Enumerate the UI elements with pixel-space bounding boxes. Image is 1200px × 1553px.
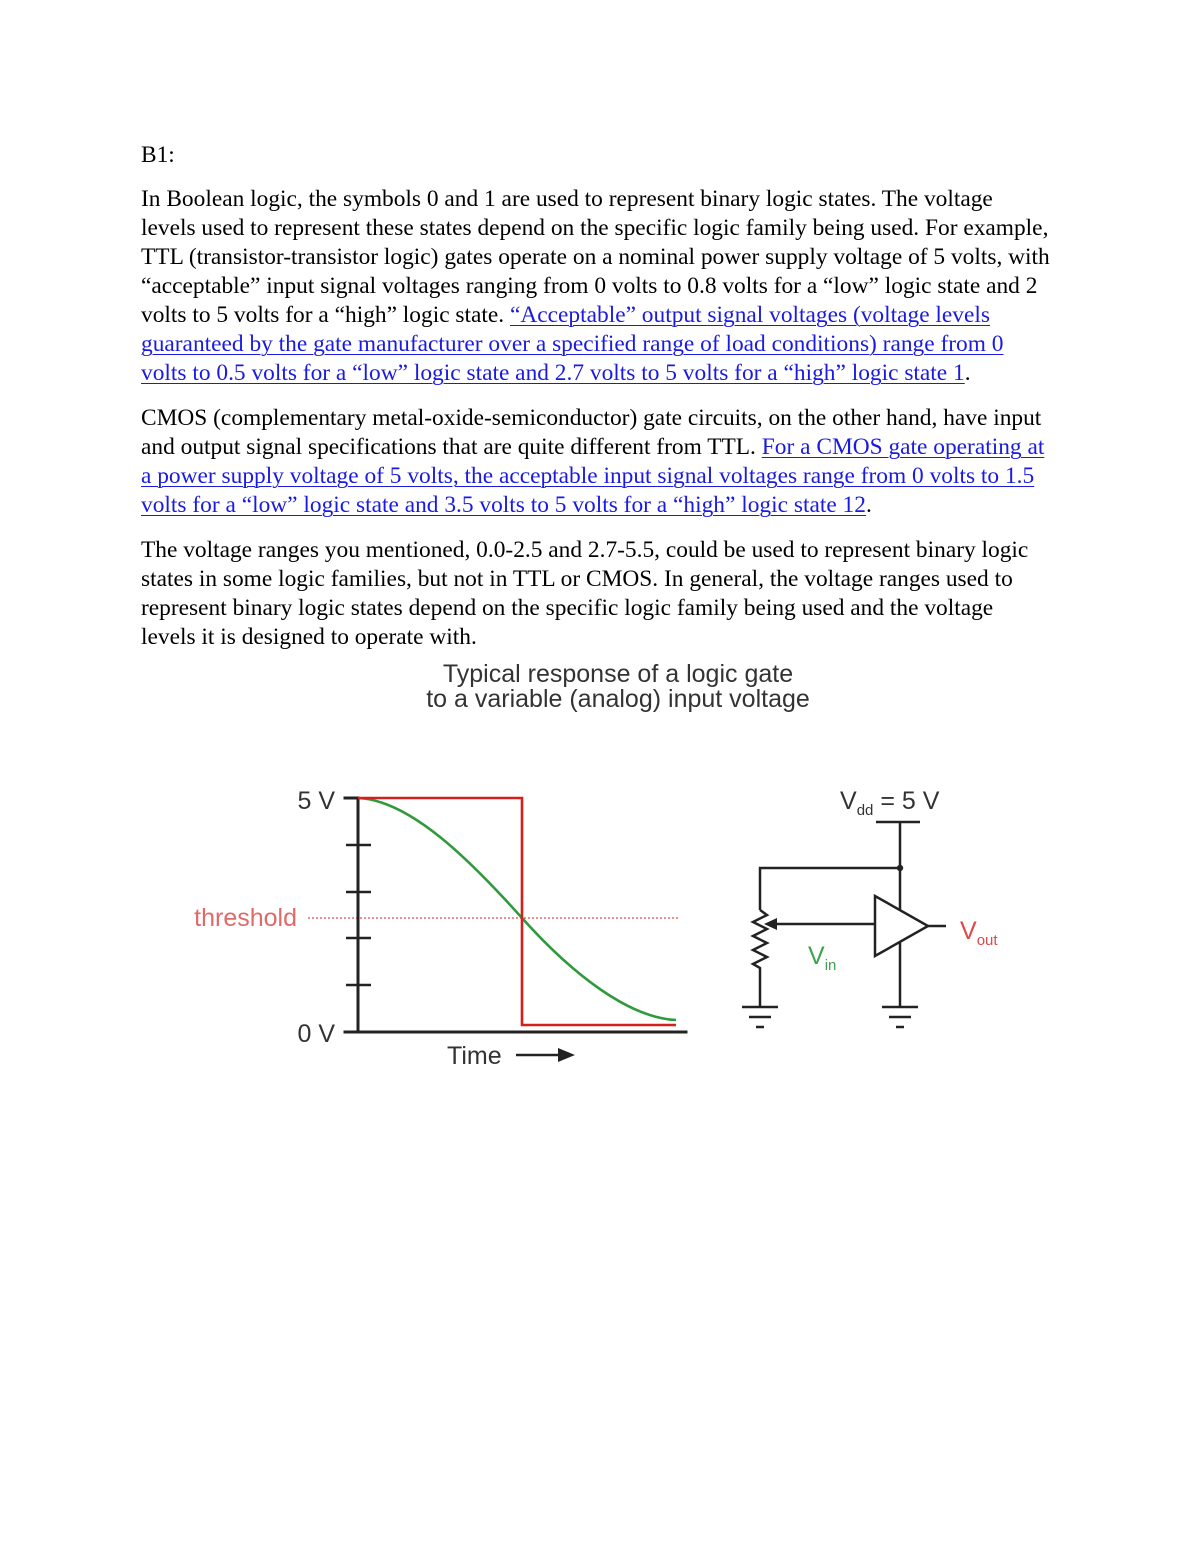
buffer-gate-icon	[875, 896, 946, 956]
paragraph-ttl	[141, 185, 1059, 388]
ttl-output-citation-link[interactable]: guaranteed by the gate manufacturer over a specified range of load conditions) range from 0	[141, 331, 1004, 357]
diagram-title-line-2: to a variable (analog) input voltage	[426, 685, 810, 713]
text-run: .	[865, 492, 872, 518]
section-heading: B1:	[141, 142, 175, 168]
text-line	[141, 359, 1059, 388]
ground-icon	[882, 1007, 918, 1027]
text-line: CMOS (complementary metal-oxide-semiconductor) gate circuits, on the other hand, have input	[141, 405, 1042, 431]
buffer-triangle	[875, 896, 928, 956]
cmos-input-citation-link[interactable]: For a CMOS gate operating at	[761, 434, 1045, 460]
vin-label	[808, 942, 836, 974]
text-run: .	[964, 360, 971, 386]
text-run: and output signal specifications that are quite different from TTL.	[141, 434, 762, 460]
arrow-head	[558, 1048, 575, 1062]
vin-subscript: in	[824, 957, 837, 974]
x-axis-label: Time	[447, 1042, 502, 1070]
answer-text	[141, 141, 1059, 668]
cmos-input-citation-link[interactable]: volts for a “low” logic state and 3.5 volts to 5 volts for a “high” logic state 12	[141, 492, 866, 518]
vdd-symbol: V	[840, 787, 857, 815]
ttl-output-citation-link[interactable]: “Acceptable” output signal voltages (voltage levels	[510, 302, 990, 328]
text-run: volts to 5 volts for a “high” logic state.	[141, 302, 510, 328]
logic-gate-response-diagram	[0, 650, 1200, 1090]
y-axis-min-label: 0 V	[297, 1020, 335, 1048]
right-arrow-icon	[516, 1048, 575, 1062]
text-line: levels it is designed to operate with.	[141, 624, 477, 650]
text-line	[141, 301, 1059, 330]
vout-subscript: out	[976, 932, 998, 949]
resistor-zigzag	[753, 910, 767, 1007]
text-line	[141, 491, 1059, 520]
vout-label	[960, 917, 998, 949]
text-line: The voltage ranges you mentioned, 0.0-2.5 and 2.7-5.5, could be used to represent binary logic	[141, 537, 1029, 563]
response-graph	[194, 787, 686, 1070]
analog-input-curve	[358, 798, 676, 1020]
pot-supply-wire	[760, 868, 900, 910]
threshold-label: threshold	[194, 904, 297, 932]
paragraph-cmos	[141, 404, 1059, 520]
text-line: “acceptable” input signal voltages ranging from 0 volts to 0.8 volts for a “low” logic state and 2	[141, 273, 1038, 299]
vdd-value: = 5 V	[873, 787, 940, 815]
text-line	[141, 433, 1059, 462]
diagram-title-line-1: Typical response of a logic gate	[442, 660, 794, 688]
text-line: In Boolean logic, the symbols 0 and 1 are used to represent binary logic states. The voltage	[141, 186, 993, 212]
text-line: levels used to represent these states depend on the specific logic family being used. For example,	[141, 215, 1049, 241]
y-axis-max-label: 5 V	[297, 787, 335, 815]
paragraph-summary	[141, 536, 1059, 652]
vout-symbol: V	[960, 917, 977, 945]
ttl-output-citation-link[interactable]: volts to 0.5 volts for a “low” logic state and 2.7 volts to 5 volts for a “high” logic state 1	[141, 360, 965, 386]
text-line: states in some logic families, but not in TTL or CMOS. In general, the voltage ranges used to	[141, 566, 1013, 592]
ground-icon	[742, 1007, 778, 1027]
text-line	[141, 462, 1059, 491]
vdd-subscript: dd	[856, 802, 874, 819]
text-line: TTL (transistor-transistor logic) gates operate on a nominal power supply voltage of 5 volts, with	[141, 244, 1050, 270]
gate-circuit	[742, 787, 998, 1027]
text-line	[141, 330, 1059, 359]
vin-symbol: V	[808, 942, 825, 970]
text-line: represent binary logic states depend on the specific logic family being used and the voltage	[141, 595, 994, 621]
cmos-input-citation-link[interactable]: a power supply voltage of 5 volts, the acceptable input signal voltages range from 0 volts to 1.5	[141, 463, 1035, 489]
vdd-label	[840, 787, 940, 819]
